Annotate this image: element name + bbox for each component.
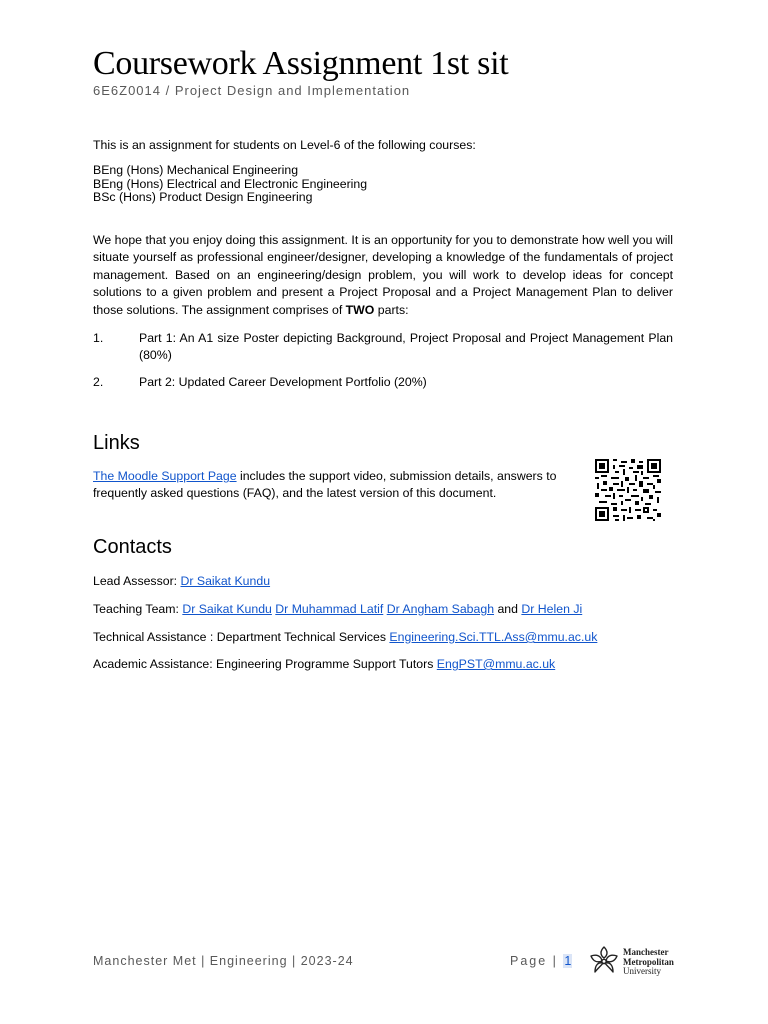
part-number: 1. — [93, 331, 104, 345]
team-member-link[interactable]: Dr Saikat Kundu — [182, 602, 272, 616]
course-list — [93, 164, 367, 205]
part-list-item — [93, 374, 673, 391]
teaching-team-line — [93, 601, 582, 618]
module-code-subtitle: 6E6Z0014 / Project Design and Implementation — [93, 83, 411, 98]
technical-assistance-label: Technical Assistance : Department Technical Services — [93, 630, 390, 644]
university-logo-text — [623, 948, 674, 977]
page-label: Page | — [510, 954, 558, 968]
part-list-item — [93, 330, 673, 365]
footer-text: Manchester Met | Engineering | 2023-24 — [93, 954, 354, 968]
course-item: BSc (Hons) Product Design Engineering — [93, 190, 313, 204]
part-text: Part 2: Updated Career Development Portfolio (20%) — [139, 375, 427, 389]
course-item: BEng (Hons) Electrical and Electronic Engineering — [93, 176, 368, 191]
academic-assistance-label: Academic Assistance: Engineering Programme Support Tutors — [93, 657, 437, 671]
logo-line-manchester: Manchester — [623, 947, 669, 957]
part-number: 2. — [93, 375, 104, 389]
links-description: includes the support video, submission details, answers to frequently asked questions (FAQ), and the latest version of this document. — [93, 469, 557, 501]
description-text-end: parts: — [374, 302, 409, 317]
university-logo-icon — [587, 945, 621, 977]
team-member-link[interactable]: Dr Angham Sabagh — [386, 602, 495, 616]
teaching-team-label: Teaching Team: — [93, 602, 183, 616]
team-and-text: and — [494, 602, 522, 616]
description-paragraph — [93, 232, 673, 319]
academic-email-link[interactable]: EngPST@mmu.ac.uk — [436, 657, 556, 671]
qr-code-icon[interactable] — [595, 459, 661, 521]
technical-email-link[interactable]: Engineering.Sci.TTL.Ass@mmu.ac.uk — [389, 630, 598, 644]
description-text: We hope that you enjoy doing this assignment. It is an opportunity for you to demonstrate how well you will situate yourself as professional engineer/designer, developing a knowledge of the fundamentals of project management. Based on an engineering/design problem, you will work to develop ideas for concept solutions to a given problem and present a Project Proposal and a Project Management Plan to deliver those solutions. The assignment comprises of — [93, 233, 673, 317]
links-paragraph — [93, 468, 573, 503]
moodle-support-link[interactable]: The Moodle Support Page — [93, 469, 237, 483]
academic-assistance-line — [93, 656, 555, 673]
lead-assessor-link[interactable]: Dr Saikat Kundu — [180, 574, 271, 588]
contacts-heading: Contacts — [93, 536, 172, 558]
page-title: Coursework Assignment 1st sit — [93, 45, 509, 82]
part-text: Part 1: An A1 size Poster depicting Background, Project Proposal and Project Management Plan (80%) — [139, 331, 673, 363]
page-number: 1 — [564, 954, 572, 968]
lead-assessor-line — [93, 573, 270, 590]
logo-line-metropolitan: Metropolitan — [623, 956, 674, 967]
page-indicator — [510, 954, 572, 968]
technical-assistance-line — [93, 629, 597, 646]
links-heading: Links — [93, 432, 140, 454]
two-emphasis: TWO — [345, 302, 375, 317]
course-item: BEng (Hons) Mechanical Engineering — [93, 163, 299, 177]
logo-line-university: University — [623, 966, 661, 976]
lead-assessor-label: Lead Assessor: — [93, 574, 181, 588]
team-member-link[interactable]: Dr Helen Ji — [521, 602, 583, 616]
intro-text: This is an assignment for students on Level-6 of the following courses: — [93, 138, 476, 152]
team-member-link[interactable]: Dr Muhammad Latif — [275, 602, 384, 616]
